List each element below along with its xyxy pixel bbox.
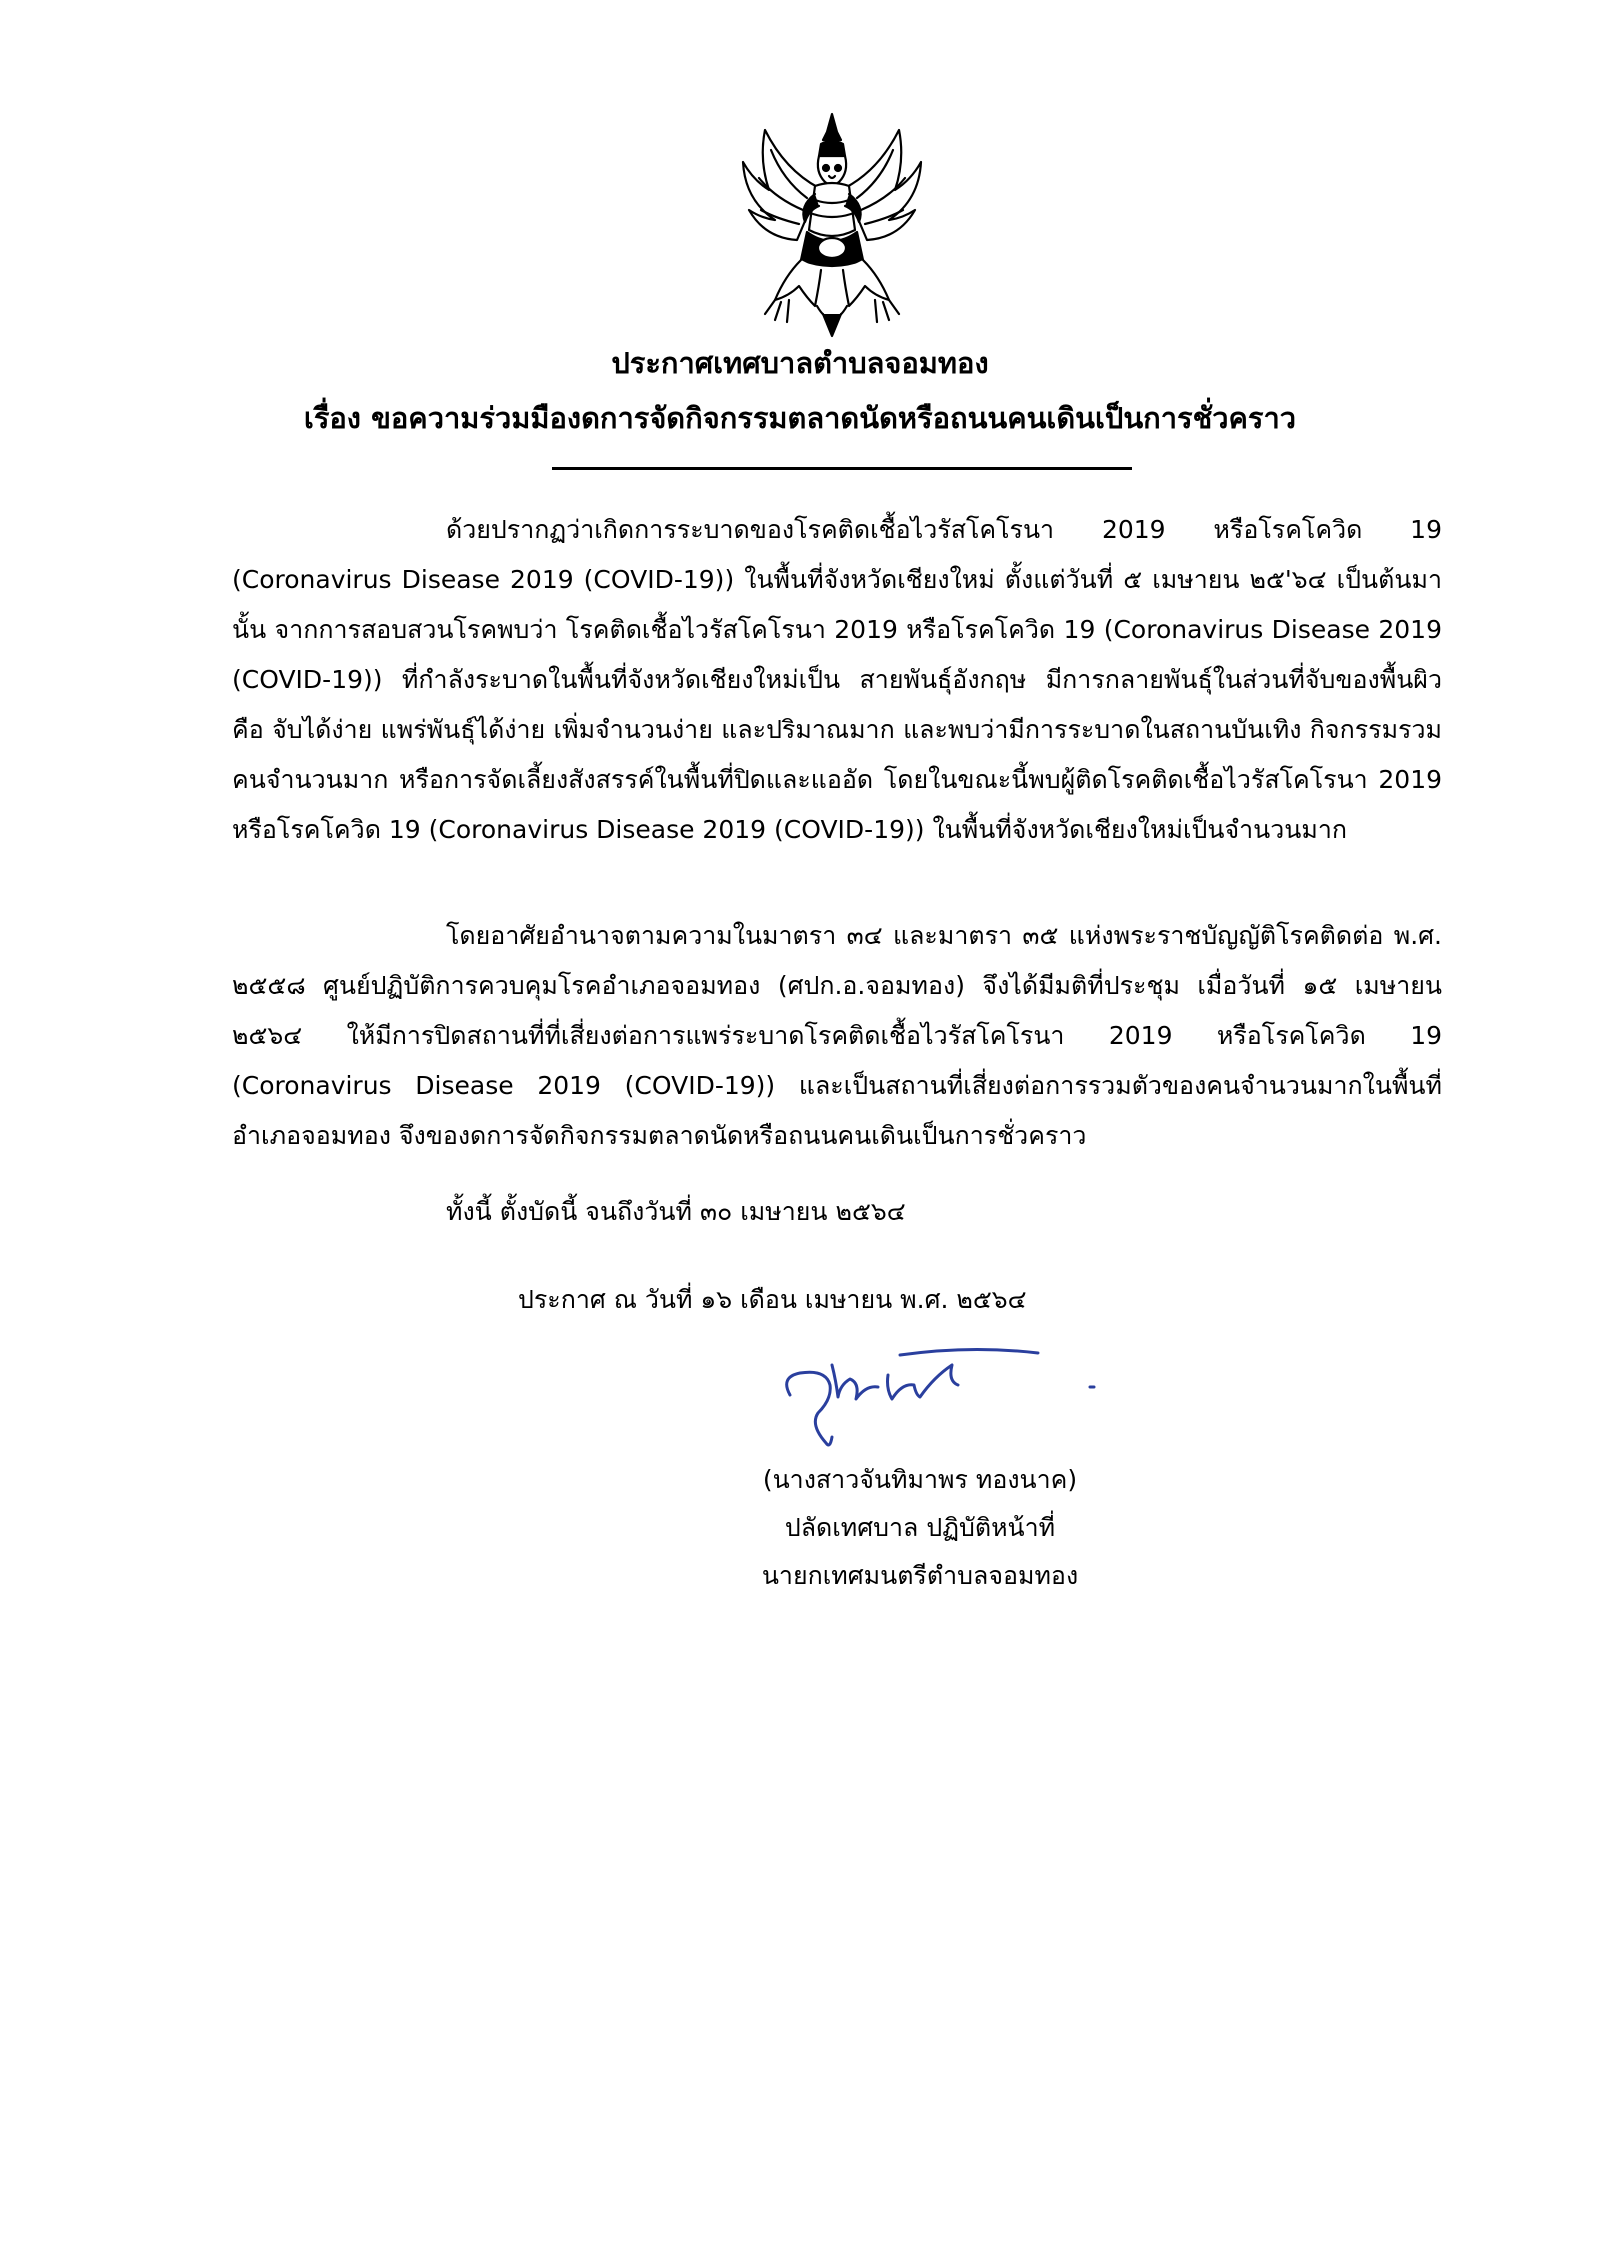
garuda-emblem-icon (735, 110, 930, 340)
signatory-name: (นางสาวจันทิมาพร ทองนาค) (762, 1465, 1078, 1494)
announcement-date-line: ประกาศ ณ วันที่ ๑๖ เดือน เมษายน พ.ศ. ๒๕๖๔ (518, 1285, 1027, 1314)
announcement-title: ประกาศเทศบาลตำบลจอมทอง (611, 346, 989, 380)
effective-period-line: ทั้งนี้ ตั้งบัดนี้ จนถึงวันที่ ๓๐ เมษายน ๒๕๖๔ (446, 1197, 906, 1226)
announcement-subject: เรื่อง ขอความร่วมมืองดการจัดกิจกรรมตลาดนัดหรือถนนคนเดินเป็นการชั่วคราว (303, 401, 1297, 435)
signatory-position-1: ปลัดเทศบาล ปฏิบัติหน้าที่ (784, 1513, 1056, 1542)
title-underline-divider (552, 467, 1132, 470)
body-paragraph-1: ด้วยปรากฏว่าเกิดการระบาดของโรคติดเชื้อไวรัสโคโรนา 2019 หรือโรคโควิด 19 (Coronavirus Disease 2019 (COVID-19)) ในพื้นที่จังหวัดเชียงใหม่ ตั้งแต่วันที่ ๕ เมษายน ๒๕'๖๔ เป็นต้นมานั้น จากการสอบสวนโรคพบว่า โรคติดเชื้อไวรัสโคโรนา 2019 หรือโรคโควิด 19 (Coronavirus Disease 2019 (COVID-19)) ที่กำลังระบาดในพื้นที่จังหวัดเชียงใหม่เป็น สายพันธุ์อังกฤษ มีการกลายพันธุ์ในส่วนที่จับของพื้นผิว คือ จับได้ง่าย แพร่พันธุ์ได้ง่าย เพิ่มจำนวนง่าย และปริมาณมาก และพบว่ามีการระบาดในสถานบันเทิง กิจกรรมรวมคนจำนวนมาก หรือการจัดเลี้ยงสังสรรค์ในพื้นที่ปิดและแออัด โดยในขณะนี้พบผู้ติดโรคติดเชื้อไวรัสโคโรนา 2019 หรือโรคโควิด 19 (Coronavirus Disease 2019 (COVID-19)) ในพื้นที่จังหวัดเชียงใหม่เป็นจำนวนมาก (232, 515, 1442, 844)
body-paragraph-2: โดยอาศัยอำนาจตามความในมาตรา ๓๔ และมาตรา ๓๕ แห่งพระราชบัญญัติโรคติดต่อ พ.ศ. ๒๕๕๘ ศูนย์ปฏิบัติการควบคุมโรคอำเภอจอมทอง (ศปก.อ.จอมทอง) จึงได้มีมติที่ประชุม เมื่อวันที่ ๑๕ เมษายน ๒๕๖๔ ให้มีการปิดสถานที่ที่เสี่ยงต่อการแพร่ระบาดโรคติดเชื้อไวรัสโคโรนา 2019 หรือโรคโควิด 19 (Coronavirus Disease 2019 (COVID-19)) และเป็นสถานที่เสี่ยงต่อการรวมตัวของคนจำนวนมากในพื้นที่อำเภอจอมทอง จึงของดการจัดกิจกรรมตลาดนัดหรือถนนคนเดินเป็นการชั่วคราว (232, 921, 1442, 1150)
handwritten-signature-icon (770, 1325, 1120, 1455)
signatory-position-2: นายกเทศมนตรีตำบลจอมทอง (761, 1561, 1079, 1590)
